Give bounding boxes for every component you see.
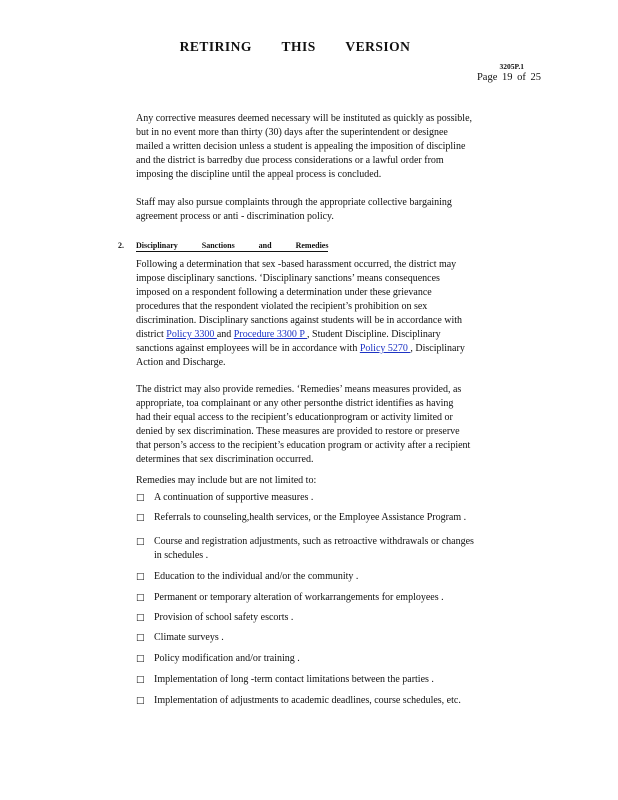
text-fragment: , Disciplinary [410, 343, 465, 354]
text-line: Implementation of adjustments to academic deadlines, course schedules, etc. [154, 695, 461, 706]
list-item-text [154, 673, 546, 687]
text-line: Education to the individual and/or the community . [154, 571, 359, 582]
text-line: agreement process or anti - discrimination policy. [136, 211, 334, 222]
text-line: Following a determination that sex -based harassment occurred, the district may [136, 259, 457, 270]
list-item-text [154, 570, 546, 584]
text-line: imposed on a respondent following a determination under these grievance [136, 287, 432, 298]
checkbox-bullet-icon: □ [136, 633, 145, 643]
text-line: Provision of school safety escorts . [154, 612, 294, 623]
section-heading: Disciplinary Sanctions and Remedies [136, 241, 329, 250]
text-line: mailed a written decision unless a student is appealing the imposition of discipline [136, 141, 466, 152]
text-line: and the district is barredby due process considerations or a lawful order from [136, 155, 444, 166]
checkbox-bullet-icon: □ [136, 537, 145, 547]
document-number: 3205P.1 [499, 62, 524, 71]
remedies-paragraph [136, 383, 536, 467]
checkbox-bullet-icon: □ [136, 696, 145, 706]
checkbox-bullet-icon: □ [136, 513, 145, 523]
text-line: determines that sex discrimination occurred. [136, 454, 314, 465]
checkbox-bullet-icon: □ [136, 675, 145, 685]
remedies-intro [136, 474, 536, 488]
text-line: that person’s access to the recipient’s education program or activity after a recipient [136, 440, 471, 451]
checkbox-bullet-icon: □ [136, 572, 145, 582]
checkbox-bullet-icon: □ [136, 654, 145, 664]
text-fragment: sanctions against employees will be in accordance with [136, 343, 360, 354]
disciplinary-sanctions-paragraph [136, 258, 536, 370]
corrective-measures-paragraph [136, 112, 536, 182]
text-line: Any corrective measures deemed necessary will be instituted as quickly as possible, [136, 113, 473, 124]
page-title: RETIRING THIS VERSION [179, 39, 411, 54]
text-line: procedures that the respondent violated the recipient’s prohibition on sex [136, 301, 428, 312]
text-line: in schedules . [154, 550, 209, 561]
checkbox-bullet-icon: □ [136, 593, 145, 603]
text-line: Course and registration adjustments, such as retroactive withdrawals or changes [154, 536, 474, 547]
list-item-text [154, 535, 546, 563]
checkbox-bullet-icon: □ [136, 613, 145, 623]
list-item-text [154, 511, 546, 525]
text-fragment: and [216, 329, 234, 340]
procedure-3300p-link[interactable]: Procedure 3300 P [233, 329, 308, 340]
text-line: had their equal access to the recipient’s educationprogram or activity limited or [136, 412, 453, 423]
list-item-text [154, 611, 546, 625]
list-item-text [154, 631, 546, 645]
text-line: appropriate, toa complainant or any other personthe district identifies as having [136, 398, 454, 409]
text-line [136, 328, 536, 342]
text-line: Policy modification and/or training . [154, 653, 300, 664]
text-line: impose disciplinary sanctions. ‘Disciplinary sanctions’ means consequences [136, 273, 440, 284]
text-fragment: , Student Discipline. Disciplinary [307, 329, 441, 340]
list-item-text [154, 591, 546, 605]
text-line: denied by sex discrimination. These measures are provided to restore or preserve [136, 426, 460, 437]
text-line: Action and Discharge. [136, 357, 226, 368]
text-line: Implementation of long -term contact limitations between the parties . [154, 674, 434, 685]
text-line: A continuation of supportive measures . [154, 492, 314, 503]
text-line: Remedies may include but are not limited to: [136, 475, 317, 486]
text-line: imposing the discipline until the appeal process is concluded. [136, 169, 382, 180]
policy-3300-link[interactable]: Policy 3300 [166, 329, 217, 340]
text-line: Permanent or temporary alteration of workarrangements for employees . [154, 592, 444, 603]
text-line: Referrals to counseling,health services, or the Employee Assistance Program . [154, 512, 467, 523]
text-line: Staff may also pursue complaints through the appropriate collective bargaining [136, 197, 452, 208]
text-fragment: district [136, 329, 167, 340]
text-line: discrimination. Disciplinary sanctions against students will be in accordance with [136, 315, 463, 326]
checkbox-bullet-icon: □ [136, 493, 145, 503]
list-item-text [154, 694, 546, 708]
staff-complaints-paragraph [136, 196, 536, 224]
text-line: but in no event more than thirty (30) days after the superintendent or designee [136, 127, 448, 138]
policy-5270-link[interactable]: Policy 5270 [359, 343, 411, 354]
page-number: Page 19 of 25 [476, 72, 541, 83]
text-line: Climate surveys . [154, 632, 224, 643]
list-item-text [154, 652, 546, 666]
section-number: 2. [118, 241, 124, 250]
text-line [136, 342, 536, 356]
list-item-text [154, 491, 546, 505]
text-line: The district may also provide remedies. ‘Remedies’ means measures provided, as [136, 384, 462, 395]
